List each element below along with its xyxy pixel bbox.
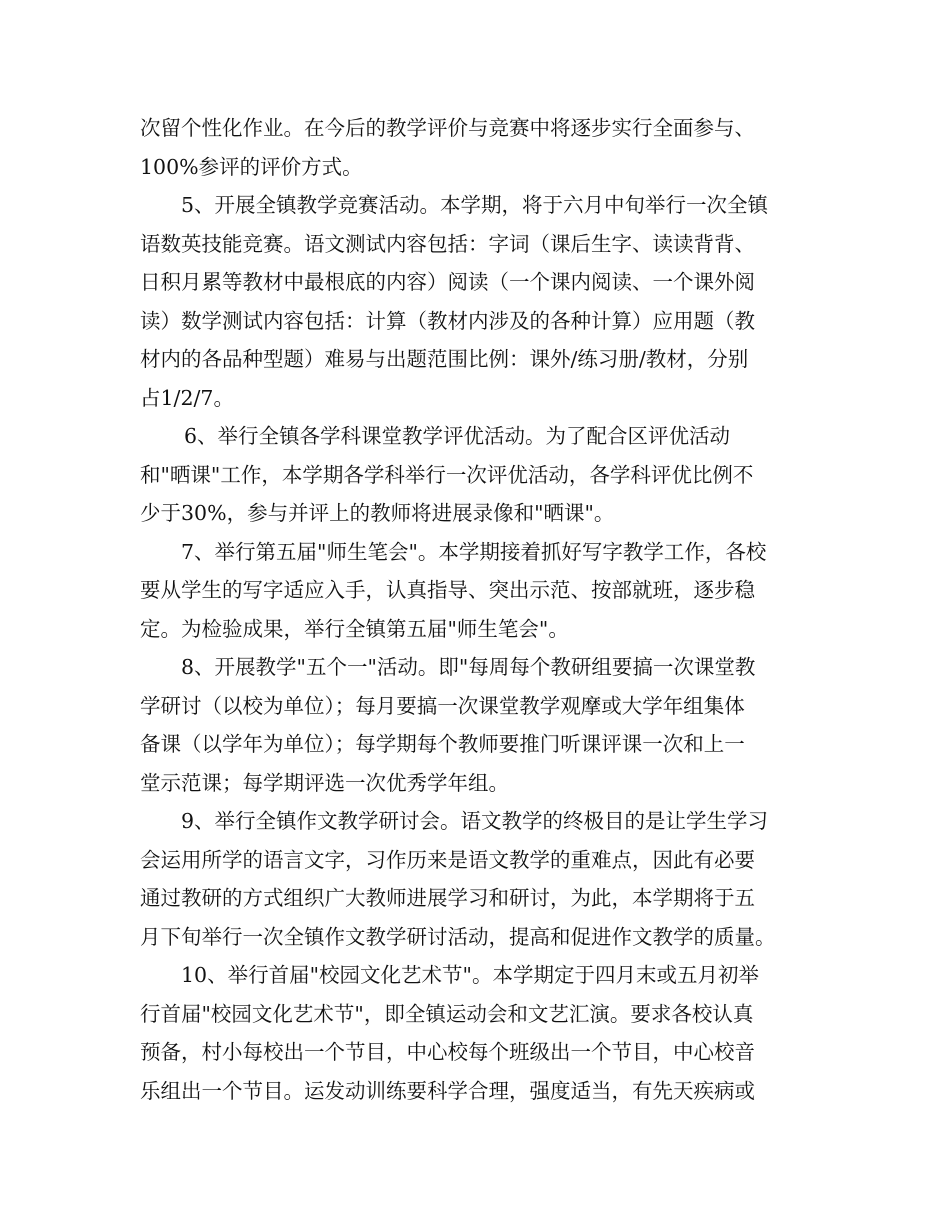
text-line: 少于30%，参与并评上的教师将进展录像和"晒课"。 xyxy=(140,501,615,525)
text-line: 100%参评的评价方式。 xyxy=(140,154,363,179)
text-line: 和"晒课"工作，本学期各学科举行一次评优活动，各学科评优比例不 xyxy=(140,462,754,487)
text-line: 堂示范课；每学期评选一次优秀学年组。 xyxy=(140,770,509,795)
paragraph-8-start: 8、开展教学"五个一"活动。即"每周每个教研组要搞一次课堂教 xyxy=(181,655,756,679)
text-line: 语数英技能竞赛。语文测试内容包括：字词（课后生字、读读背背、 xyxy=(140,231,755,256)
text-line: 次留个性化作业。在今后的教学评价与竞赛中将逐步实行全面参与、 xyxy=(140,116,755,140)
text-line: 月下旬举行一次全镇作文教学研讨活动，提高和促进作文教学的质量。 xyxy=(140,924,776,949)
text-line: 乐组出一个节目。运发动训练要科学合理，强度适当，有先天疾病或 xyxy=(140,1078,755,1103)
text-line: 占1/2/7。 xyxy=(140,385,234,410)
paragraph-5-start: 5、开展全镇教学竞赛活动。本学期，将于六月中旬举行一次全镇 xyxy=(181,193,769,217)
body-text xyxy=(140,109,820,1110)
text-line: 定。为检验成果，举行全镇第五届"师生笔会"。 xyxy=(140,616,569,641)
text-line: 学研讨（以校为单位）；每月要搞一次课堂教学观摩或大学年组集体 xyxy=(140,693,745,718)
paragraph-6-start: 6、举行全镇各学科课堂教学评优活动。为了配合区评优活动 xyxy=(184,424,731,448)
text-line: 要从学生的写字适应入手，认真指导、突出示范、按部就班，逐步稳 xyxy=(140,578,755,602)
paragraph-7-start: 7、举行第五届"师生笔会"。本学期接着抓好写字教学工作，各校 xyxy=(181,539,767,564)
text-line: 预备，村小每校出一个节目，中心校每个班级出一个节目，中心校音 xyxy=(140,1040,755,1064)
text-line: 材内的各品种型题）难易与出题范围比例：课外/练习册/教材，分别 xyxy=(140,347,749,371)
paragraph-10-start: 10、举行首届"校园文化艺术节"。本学期定于四月末或五月初举 xyxy=(181,963,759,987)
text-line: 会运用所学的语言文字，习作历来是语文教学的重难点，因此有必要 xyxy=(140,847,755,872)
paragraph-9-start: 9、举行全镇作文教学研讨会。语文教学的终极目的是让学生学习 xyxy=(181,809,769,833)
text-line: 备课（以学年为单位）；每学期每个教师要推门听课评课一次和上一 xyxy=(140,732,745,756)
text-line: 读）数学测试内容包括：计算（教材内涉及的各种计算）应用题（教 xyxy=(140,308,755,333)
text-line: 行首届"校园文化艺术节"，即全镇运动会和文艺汇演。要求各校认真 xyxy=(140,1001,754,1026)
text-line: 通过教研的方式组织广大教师进展学习和研讨，为此，本学期将于五 xyxy=(140,886,755,910)
text-line: 日积月累等教材中最根底的内容）阅读（一个课内阅读、一个课外阅 xyxy=(140,270,755,294)
